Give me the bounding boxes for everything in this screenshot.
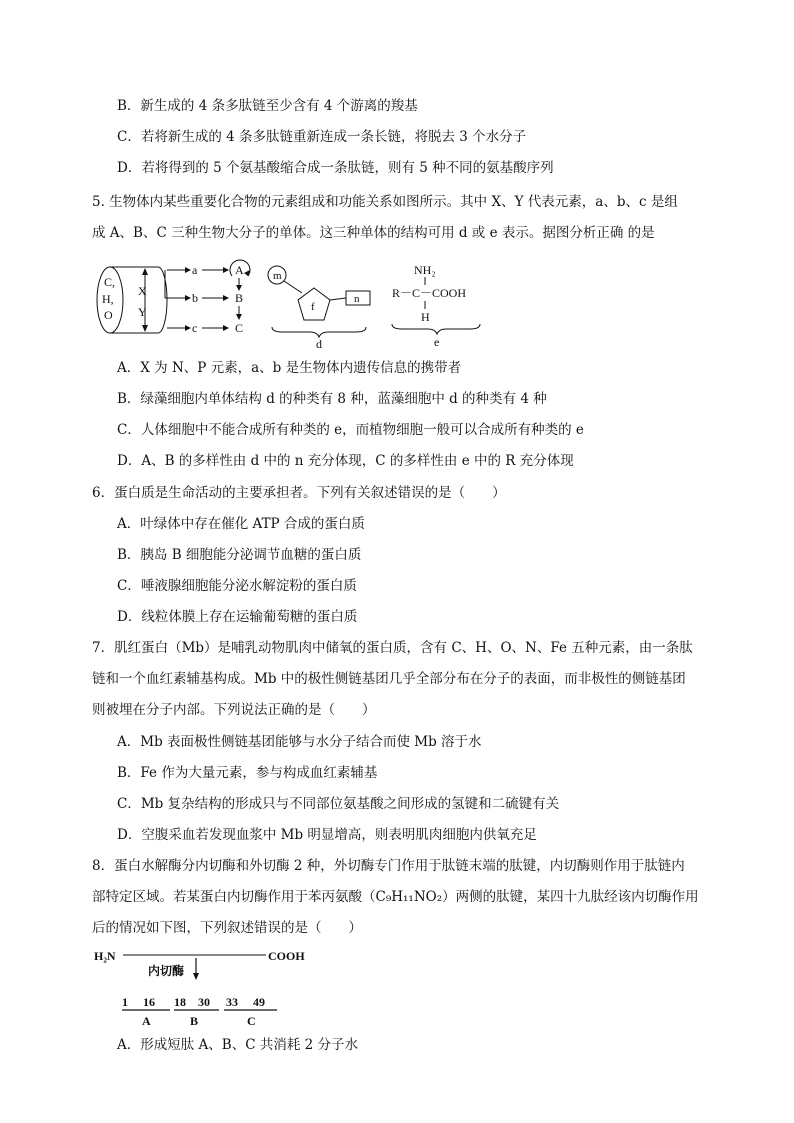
seg-c-label: C bbox=[247, 1014, 256, 1028]
label-d: d bbox=[316, 337, 322, 348]
label-x: X bbox=[138, 284, 147, 298]
q5-stem-line1: 5. 生物体内某些重要化合物的元素组成和功能关系如图所示。其中 X、Y 代表元素，a、b、c 是组 bbox=[92, 194, 678, 210]
q5-option-c: C．人体细胞中不能合成所有种类的 e，而植物细胞一般可以合成所有种类的 e bbox=[117, 422, 584, 438]
label-big-c: C bbox=[235, 321, 244, 335]
label-enzyme: 内切酶 bbox=[148, 964, 185, 978]
label-m: m bbox=[273, 270, 282, 282]
seg-a-label: A bbox=[142, 1014, 151, 1028]
q4-option-b: B．新生成的 4 条多肽链至少含有 4 个游离的羧基 bbox=[117, 98, 418, 114]
label-a: a bbox=[192, 263, 198, 277]
q5-figure bbox=[92, 248, 492, 348]
label-nh2: NH₂ bbox=[414, 263, 436, 277]
seg-c-range: 33 49 bbox=[226, 995, 266, 1009]
label-h: H bbox=[421, 310, 430, 324]
q8-figure bbox=[92, 944, 332, 1034]
q7-stem-line1: 7．肌红蛋白（Mb）是哺乳动物肌肉中储氧的蛋白质，含有 C、H、O、N、Fe 五种元素，由一条肽 bbox=[92, 640, 693, 656]
brace-e bbox=[392, 324, 480, 334]
label-y: Y bbox=[138, 305, 147, 319]
label-cooh: COOH bbox=[268, 949, 305, 963]
q7-option-d: D．空腹采血若发现血浆中 Mb 明显增高，则表明肌肉细胞内供氧充足 bbox=[117, 827, 537, 843]
brace-d bbox=[272, 327, 366, 337]
q4-option-d: D．若将得到的 5 个氨基酸缩合成一条肽链，则有 5 种不同的氨基酸序列 bbox=[117, 160, 554, 176]
q4-option-c: C．若将新生成的 4 条多肽链重新连成一条长链，将脱去 3 个水分子 bbox=[117, 129, 527, 145]
label-big-a: A bbox=[235, 263, 244, 277]
q6-option-c: C．唾液腺细胞能分泌水解淀粉的蛋白质 bbox=[117, 578, 357, 594]
q8-stem-line3: 后的情况如下图，下列叙述错误的是（ ） bbox=[92, 920, 362, 936]
q8-option-a: A．形成短肽 A、B、C 共消耗 2 分子水 bbox=[117, 1037, 359, 1053]
label-b: b bbox=[192, 291, 198, 305]
q7-stem-line2: 链和一个血红素辅基构成。Mb 中的极性侧链基团几乎全部分布在分子的表面，而非极性的侧链基团 bbox=[92, 671, 686, 687]
q5-stem-line2: 成 A、B、C 三种生物大分子的单体。这三种单体的结构可用 d 或 e 表示。据图分析正确 的是 bbox=[92, 225, 655, 241]
q7-option-c: C．Mb 复杂结构的形成只与不同部位氨基酸之间形成的氢键和二硫键有关 bbox=[117, 796, 560, 812]
q5-option-b: B．绿藻细胞内单体结构 d 的种类有 8 种，蓝藻细胞中 d 的种类有 4 种 bbox=[117, 391, 547, 407]
label-big-b: B bbox=[235, 291, 244, 305]
seg-b-label: B bbox=[190, 1014, 199, 1028]
q5-option-a: A．X 为 N、P 元素，a、b 是生物体内遗传信息的携带者 bbox=[117, 360, 462, 376]
label-c: c bbox=[192, 321, 198, 335]
seg-b-range: 18 30 bbox=[174, 995, 211, 1009]
element-c: C, bbox=[104, 275, 116, 289]
label-e: e bbox=[434, 335, 440, 348]
label-n: n bbox=[354, 293, 360, 305]
q8-stem-line2: 部特定区域。若某蛋白内切酶作用于苯丙氨酸（C₉H₁₁NO₂）两侧的肽键，某四十九肽经该内切酶作用 bbox=[92, 889, 699, 905]
q7-stem-line3: 则被埋在分子内部。下列说法正确的是（ ） bbox=[92, 702, 376, 718]
q7-option-b: B．Fe 作为大量元素，参与构成血红素辅基 bbox=[117, 765, 378, 781]
label-f: f bbox=[311, 301, 315, 313]
q8-stem-line1: 8．蛋白水解酶分内切酶和外切酶 2 种，外切酶专门作用于肽链末端的肽键，内切酶则作用于肽链内 bbox=[92, 858, 685, 874]
q6-stem: 6．蛋白质是生命活动的主要承担者。下列有关叙述错误的是（ ） bbox=[92, 485, 506, 501]
q6-option-d: D．线粒体膜上存在运输葡萄糖的蛋白质 bbox=[117, 609, 358, 625]
label-h2n: H₂N bbox=[94, 949, 116, 963]
q5-option-d: D．A、B 的多样性由 d 中的 n 充分体现，C 的多样性由 e 中的 R 充分体现 bbox=[117, 453, 574, 469]
seg-a-range: 1 16 bbox=[122, 995, 156, 1009]
element-h: H, bbox=[102, 292, 114, 306]
q7-option-a: A．Mb 表面极性侧链基团能够与水分子结合而使 Mb 溶于水 bbox=[117, 734, 482, 750]
q6-option-b: B．胰岛 B 细胞能分泌调节血糖的蛋白质 bbox=[117, 547, 362, 563]
amino-acid-formula: R－C－COOH bbox=[392, 286, 467, 300]
q6-option-a: A．叶绿体中存在催化 ATP 合成的蛋白质 bbox=[117, 516, 365, 532]
element-o: O bbox=[104, 308, 113, 322]
